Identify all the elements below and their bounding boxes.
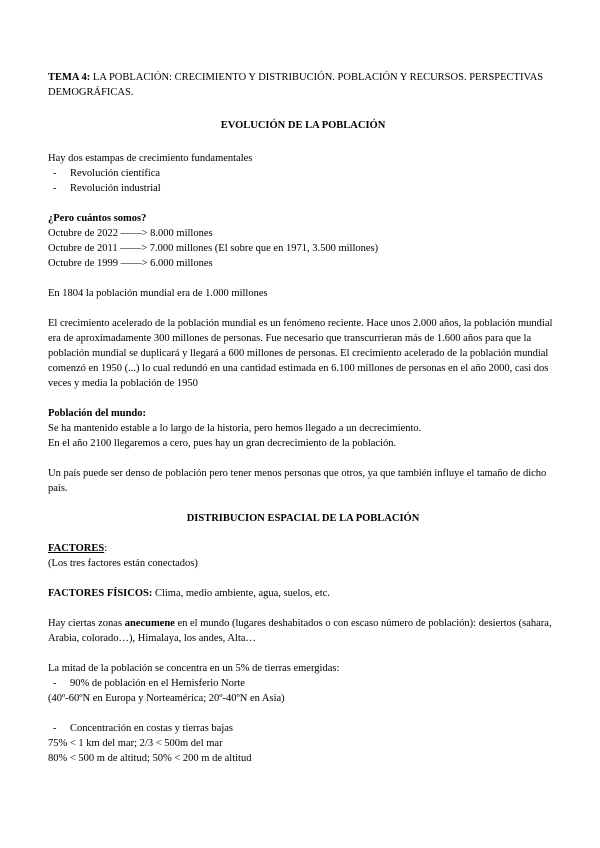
list-item: - Revolución científica xyxy=(53,168,161,179)
factores-label: FACTORES xyxy=(48,543,105,554)
document-content xyxy=(48,70,558,766)
fisicos-line: FACTORES FÍSICOS: Clima, medio ambiente, agua, suelos, etc. xyxy=(48,588,330,599)
fact-line: Octubre de 2011 ——> 7.000 millones (El sobre que en 1971, 3.500 millones) xyxy=(48,243,379,254)
list-item: - 90% de población en el Hemisferio Norte xyxy=(53,678,245,689)
list-item: - Concentración en costas y tierras bajas xyxy=(53,723,233,734)
fact-line: Octubre de 1999 ——> 6.000 millones xyxy=(48,258,213,269)
world-line: En el año 2100 llegaremos a cero, pues hay un gran decrecimiento de la población. xyxy=(48,438,397,449)
fisicos-label: FACTORES FÍSICOS: xyxy=(48,588,153,599)
question-heading: ¿Pero cuántos somos? xyxy=(48,213,147,224)
world-line: Se ha mantenido estable a lo largo de la historia, pero hemos llegado a un decrecimiento. xyxy=(48,423,422,434)
growth-paragraph: El crecimiento acelerado de la población mundial es un fenómeno reciente. Hace unos 2.000 años, la población mundial era de aproximadamente 300 millones de personas. Fue necesario que transcurrieran más de 1.600 años para que la población mundial se duplicará y llegará a 600 millones de personas. El crecimiento acelerado de la población mundial comenzó en 1950 (...) lo cual redundó en una cantidad estimada en 6.100 millones de personas en el año 2000, casi dos veces y media la población de 1950 xyxy=(48,318,553,389)
mitad-line: La mitad de la población se concentra en un 5% de tierras emergidas: xyxy=(48,663,340,674)
title-prefix: TEMA 4: xyxy=(48,72,91,83)
world-population-heading: Población del mundo: xyxy=(48,408,147,419)
fact-1804: En 1804 la población mundial era de 1.000 millones xyxy=(48,288,268,299)
density-paragraph: Un país puede ser denso de población pero tener menos personas que otros, ya que también influye el tamaño de dicho país. xyxy=(48,468,547,494)
section-heading-distribucion: DISTRIBUCION ESPACIAL DE LA POBLACIÓN xyxy=(186,513,420,524)
fact-line: Octubre de 2022 ——> 8.000 millones xyxy=(48,228,213,239)
section-heading-evolucion: EVOLUCIÓN DE LA POBLACIÓN xyxy=(220,120,386,131)
title-text: LA POBLACIÓN: CRECIMIENTO Y DISTRIBUCIÓN. POBLACIÓN Y RECURSOS. PERSPECTIVAS DEMOGRÁFICAS. xyxy=(48,72,544,98)
stat-line: 75% < 1 km del mar; 2/3 < 500m del mar xyxy=(48,738,223,749)
factores-note: (Los tres factores están conectados) xyxy=(48,558,198,569)
anecumene-paragraph: Hay ciertas zonas anecumene en el mundo (lugares deshabitados o con escaso número de población): desiertos (sahara, Arabia, colorado…), Himalaya, los andes, Alta… xyxy=(48,618,552,644)
stat-line: 80% < 500 m de altitud; 50% < 200 m de altitud xyxy=(48,753,252,764)
intro-text: Hay dos estampas de crecimiento fundamentales xyxy=(48,153,253,164)
anecumene-term: anecumene xyxy=(124,618,175,629)
document-title xyxy=(48,70,558,100)
list-item: - Revolución industrial xyxy=(53,183,161,194)
factores-line: FACTORES: xyxy=(48,543,108,554)
revolutions-list xyxy=(48,166,558,196)
coords-line: (40º-60ºN en Europa y Norteamérica; 20º-40ºN en Asia) xyxy=(48,693,285,704)
